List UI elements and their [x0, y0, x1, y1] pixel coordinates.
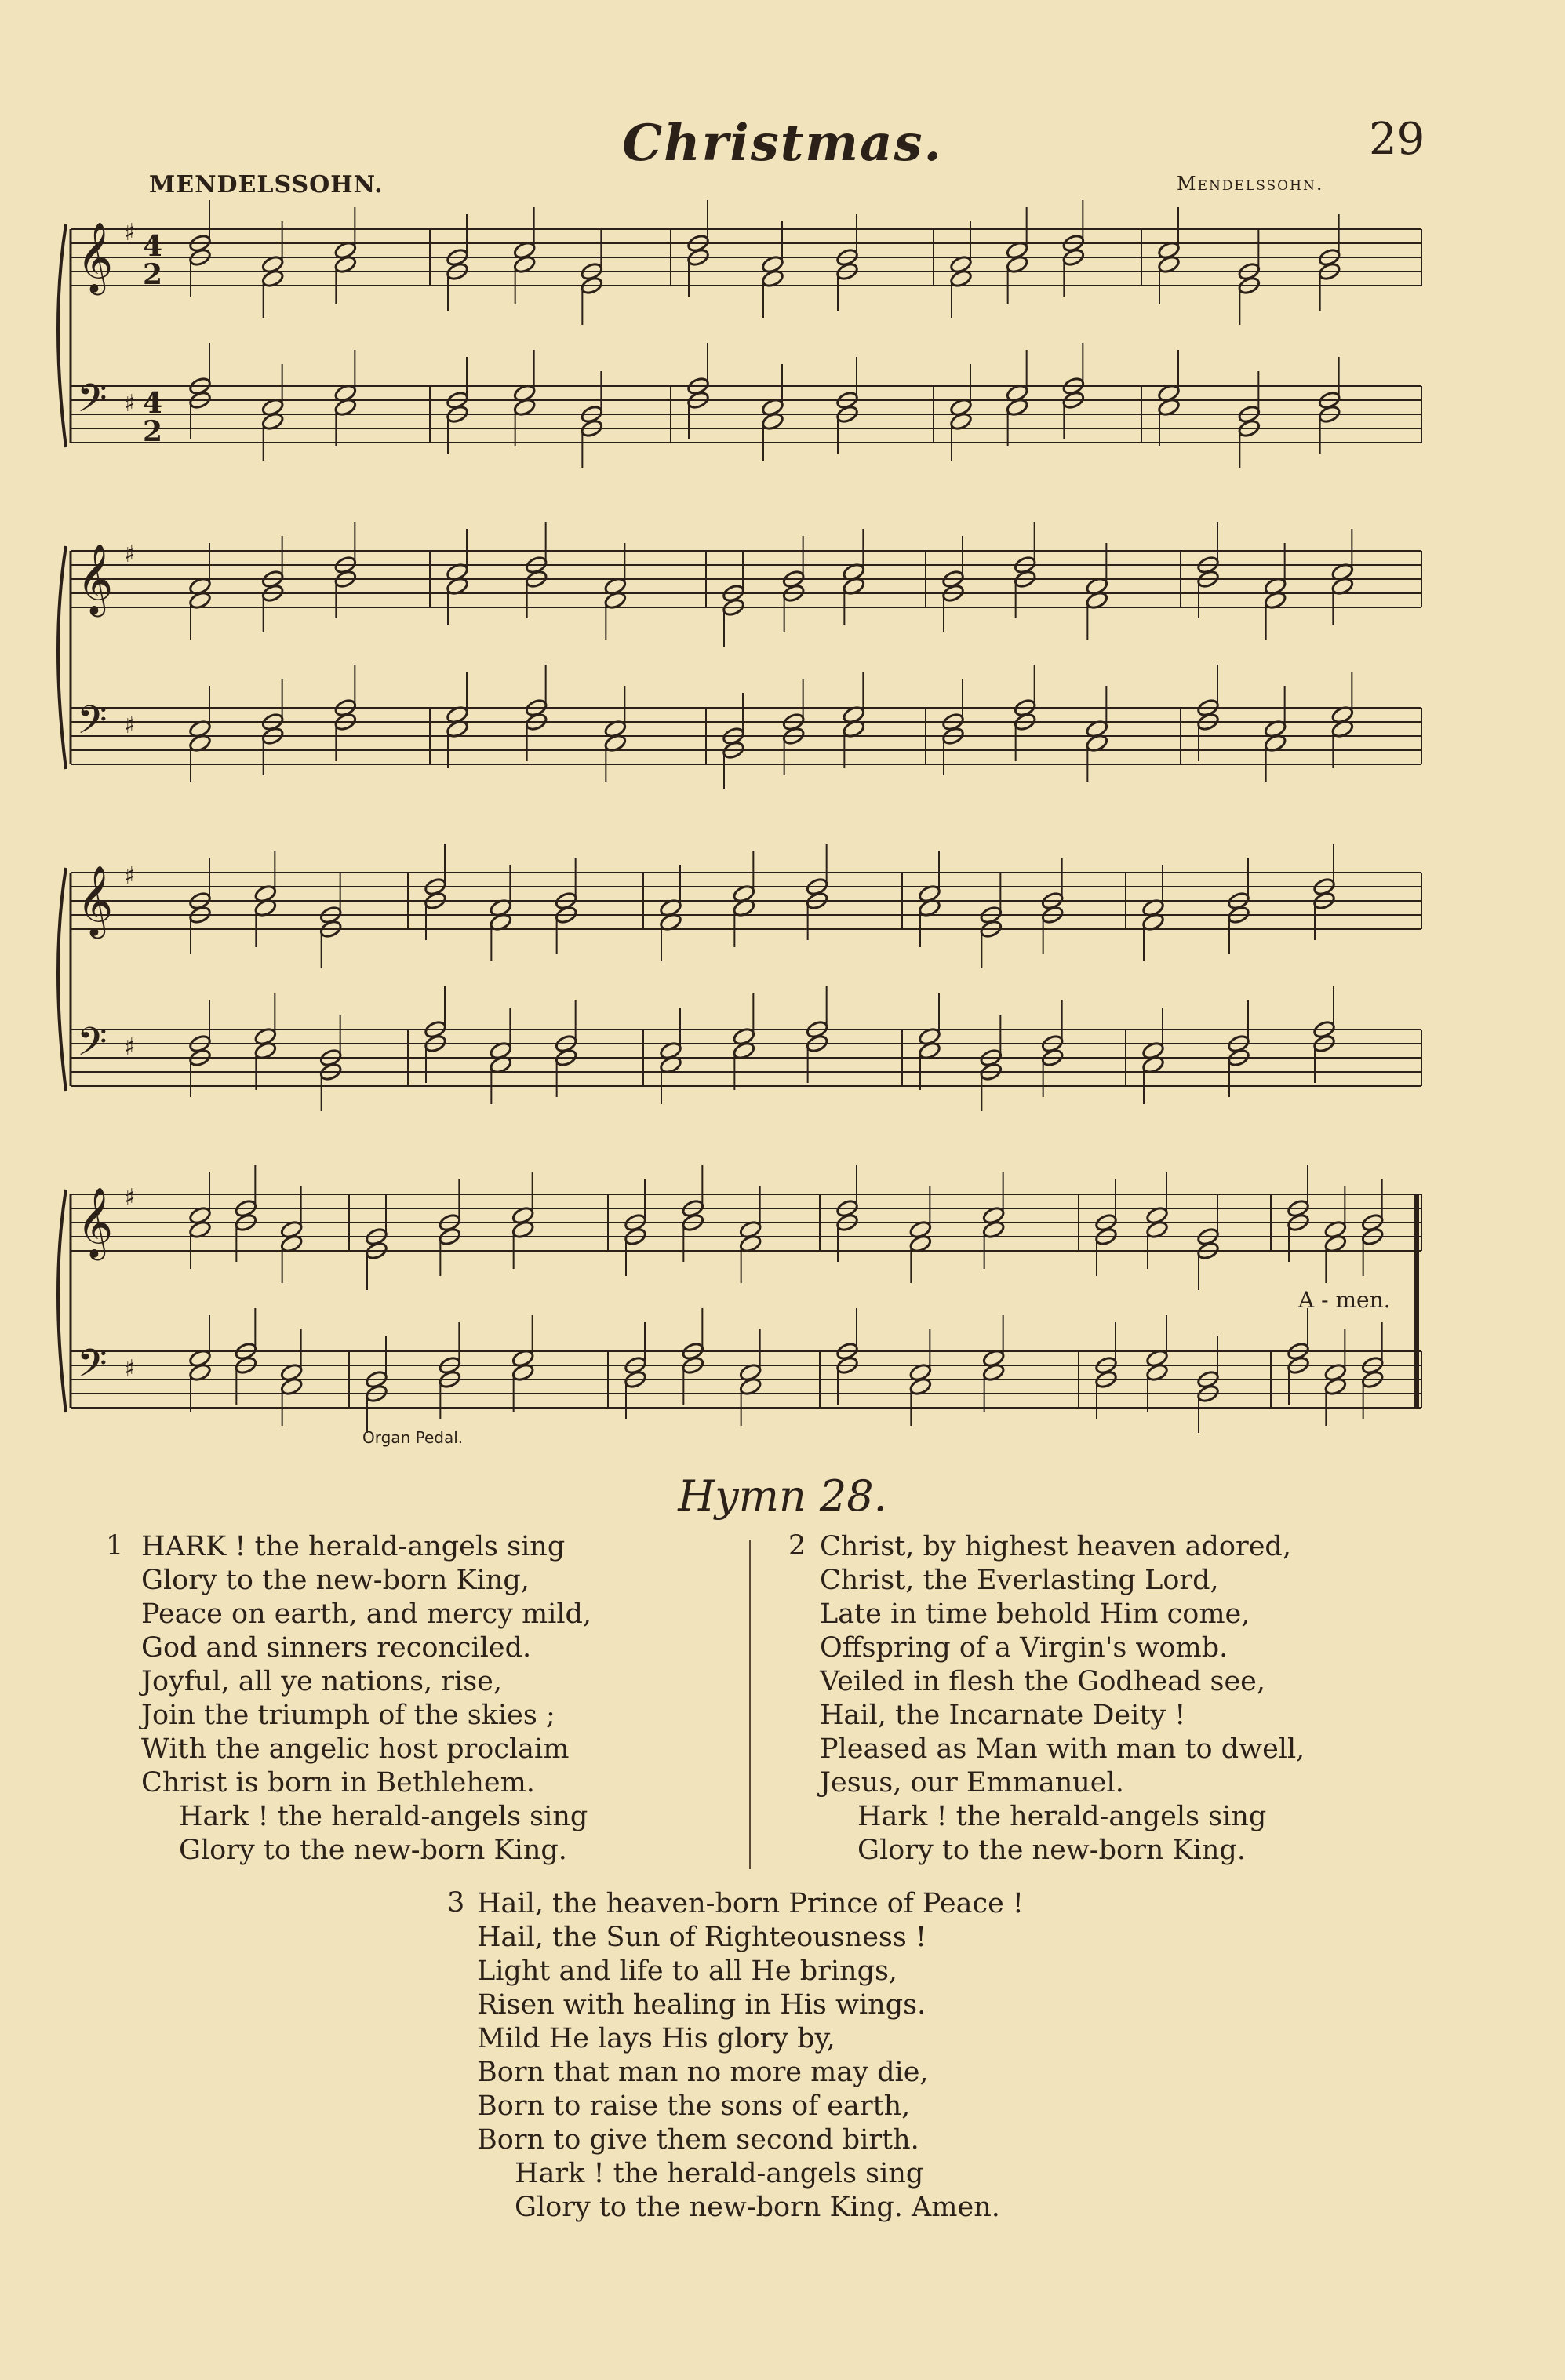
key-signature-sharp: ♯ [124, 1184, 136, 1212]
verse-refrain-line: Hark ! the herald-angels sing [857, 1801, 1267, 1832]
composer-right: Mendelssohn. [1177, 173, 1324, 195]
organ-pedal-marking: Organ Pedal. [362, 1428, 464, 1447]
time-signature-bottom: 2 [143, 258, 163, 291]
time-signature-top: 4 [143, 230, 163, 263]
verse-line: God and sinners reconciled. [141, 1632, 532, 1664]
bass-clef: 𝄢 [77, 1341, 107, 1396]
verse-line: Late in time behold Him come, [820, 1598, 1250, 1630]
composer-left: MENDELSSOHN. [149, 171, 384, 199]
verse-refrain-line: Hark ! the herald-angels sing [515, 2158, 924, 2189]
key-signature-sharp: ♯ [124, 1033, 136, 1061]
key-signature-sharp: ♯ [124, 862, 136, 890]
verse-line: Joyful, all ye nations, rise, [141, 1666, 503, 1697]
treble-clef: 𝄞 [77, 222, 114, 293]
verse-line: Join the triumph of the skies ; [141, 1700, 555, 1731]
verse-refrain-line: Glory to the new-born King. Amen. [515, 2192, 1000, 2223]
system-brace [58, 546, 66, 769]
verse-line: Peace on earth, and mercy mild, [141, 1598, 592, 1630]
verse-number: 3 [447, 1887, 465, 1919]
column-divider [749, 1540, 751, 1869]
verse-line: Christ, the Everlasting Lord, [820, 1565, 1219, 1596]
verse-line: Light and life to all He brings, [477, 1955, 898, 1987]
verse-line: Christ, by highest heaven adored, [820, 1531, 1291, 1562]
system-brace [58, 868, 66, 1091]
verse-line: Born to raise the sons of earth, [477, 2090, 911, 2122]
treble-clef: 𝄞 [77, 1187, 114, 1258]
key-signature-sharp: ♯ [124, 390, 136, 417]
key-signature-sharp: ♯ [124, 712, 136, 739]
verse-refrain-line: Glory to the new-born King. [179, 1835, 567, 1866]
system-brace [58, 224, 66, 447]
verse-line: Christ is born in Bethlehem. [141, 1767, 535, 1799]
verse-line: Hail, the Incarnate Deity ! [820, 1700, 1186, 1731]
verse-line: Jesus, our Emmanuel. [820, 1767, 1124, 1799]
verse-number: 1 [106, 1530, 124, 1562]
treble-clef: 𝄞 [77, 544, 114, 614]
verse-2 [820, 1530, 1305, 1868]
verse-line: Pleased as Man with man to dwell, [820, 1733, 1305, 1765]
page-title: Christmas. [622, 114, 943, 173]
verse-number: 2 [788, 1530, 806, 1562]
key-signature-sharp: ♯ [124, 219, 136, 246]
verse-line: Born to give them second birth. [477, 2124, 919, 2156]
verse-line: HARK ! the herald-angels sing [141, 1531, 566, 1562]
hymn-heading: Hymn 28. [678, 1471, 887, 1521]
verse-line: Born that man no more may die, [477, 2057, 929, 2088]
bass-clef: 𝄢 [77, 376, 107, 431]
verse-1 [141, 1530, 591, 1868]
bass-clef: 𝄢 [77, 698, 107, 753]
verse-line: Hail, the heaven-born Prince of Peace ! [477, 1888, 1024, 1919]
verse-line: Veiled in flesh the Godhead see, [820, 1666, 1265, 1697]
verse-line: Glory to the new-born King, [141, 1565, 530, 1596]
verse-refrain-line: Hark ! the herald-angels sing [179, 1801, 588, 1832]
time-signature-top: 4 [143, 387, 163, 420]
verse-line: Risen with healing in His wings. [477, 1989, 926, 2021]
system-brace [58, 1190, 66, 1412]
verse-line: Offspring of a Virgin's womb. [820, 1632, 1228, 1664]
page-number: 29 [1369, 114, 1425, 165]
verse-refrain-line: Glory to the new-born King. [857, 1835, 1246, 1866]
verse-line: With the angelic host proclaim [141, 1733, 570, 1765]
treble-clef: 𝄞 [77, 866, 114, 936]
verse-3 [477, 1887, 1024, 2225]
time-signature-bottom: 2 [143, 415, 163, 448]
verse-line: Mild He lays His glory by, [477, 2023, 835, 2054]
key-signature-sharp: ♯ [124, 1355, 136, 1383]
key-signature-sharp: ♯ [124, 541, 136, 568]
amen-lyric: A - men. [1298, 1287, 1391, 1313]
bass-clef: 𝄢 [77, 1019, 107, 1074]
verse-line: Hail, the Sun of Righteousness ! [477, 1922, 927, 1953]
